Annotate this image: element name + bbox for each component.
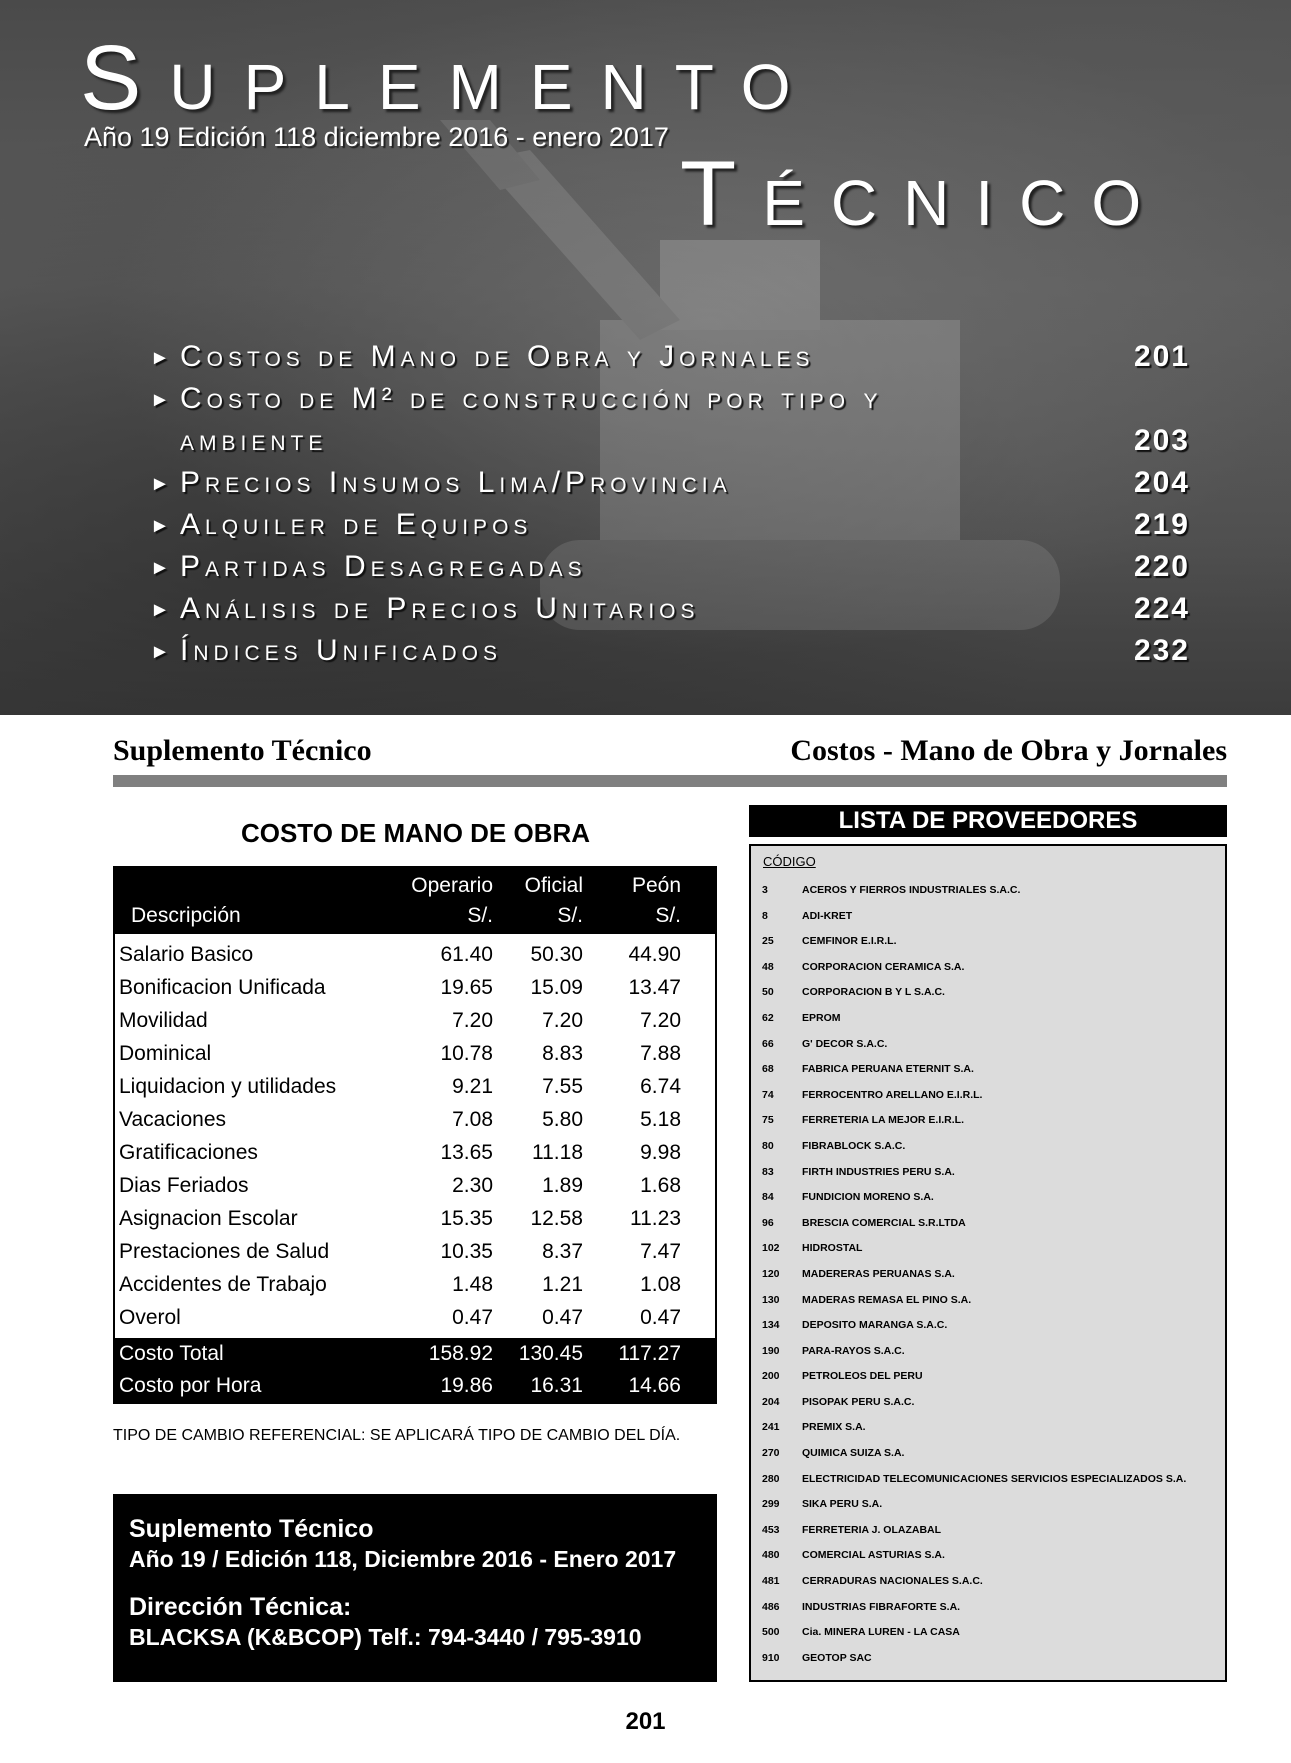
supplier-code: 96 xyxy=(762,1216,774,1229)
supplier-name: CEMFINOR E.I.R.L. xyxy=(802,935,897,948)
list-item xyxy=(751,1063,1225,1089)
toc-page: 232 xyxy=(1133,634,1190,667)
list-item xyxy=(751,1038,1225,1064)
page-number: 201 xyxy=(625,1708,666,1735)
value-operario: 19.86 xyxy=(440,1374,493,1397)
arrow-right-icon: ► xyxy=(150,641,170,663)
supplier-name: CERRADURAS NACIONALES S.A.C. xyxy=(802,1575,983,1588)
supplier-name: FIBRABLOCK S.A.C. xyxy=(802,1139,906,1152)
value-peon: 7.47 xyxy=(640,1240,681,1263)
supplier-name: ELECTRICIDAD TELECOMUNICACIONES SERVICIOS ESPECIALIZADOS S.A. xyxy=(802,1472,1187,1485)
value-oficial: 50.30 xyxy=(530,943,583,966)
list-item xyxy=(751,1012,1225,1038)
supplier-code: 75 xyxy=(762,1114,774,1127)
value-peon: 11.23 xyxy=(630,1207,681,1230)
value-oficial: 1.21 xyxy=(542,1273,583,1296)
table-totals xyxy=(115,1338,715,1402)
table-row xyxy=(115,1202,715,1235)
supplier-code: 500 xyxy=(762,1626,780,1639)
value-peon: 44.90 xyxy=(628,943,681,966)
supplier-name: GEOTOP SAC xyxy=(802,1651,872,1664)
supplier-list-title: LISTA DE PROVEEDORES xyxy=(749,805,1227,837)
value-operario: 7.08 xyxy=(452,1108,493,1131)
row-description: Prestaciones de Salud xyxy=(119,1240,330,1263)
list-item xyxy=(751,1191,1225,1217)
row-description: Asignacion Escolar xyxy=(119,1207,298,1230)
list-item xyxy=(751,1421,1225,1447)
value-oficial: 130.45 xyxy=(518,1342,583,1365)
supplier-name: PREMIX S.A. xyxy=(802,1421,866,1434)
supplier-code: 299 xyxy=(762,1498,780,1511)
value-operario: 10.78 xyxy=(440,1042,493,1065)
table-row xyxy=(115,1301,715,1334)
value-operario: 158.92 xyxy=(428,1342,493,1365)
toc-item[interactable] xyxy=(150,592,1190,634)
cover-edition: Año 19 Edición 118 diciembre 2016 - enero 2017 xyxy=(84,122,669,152)
arrow-right-icon: ► xyxy=(150,515,170,537)
value-oficial: 1.89 xyxy=(542,1174,583,1197)
supplier-name: FERRETERIA J. OLAZABAL xyxy=(802,1523,942,1536)
row-description: Dominical xyxy=(119,1042,212,1065)
value-operario: 13.65 xyxy=(440,1141,493,1164)
row-description: Salario Basico xyxy=(119,943,254,966)
value-operario: 19.65 xyxy=(440,976,493,999)
supplier-code: 66 xyxy=(762,1037,774,1050)
supplier-code: 190 xyxy=(762,1344,780,1357)
value-oficial: 11.18 xyxy=(532,1141,583,1164)
table-row xyxy=(115,1037,715,1070)
row-description: Vacaciones xyxy=(119,1108,227,1131)
list-item xyxy=(751,1370,1225,1396)
table-body xyxy=(115,934,715,1338)
value-oficial: 0.47 xyxy=(542,1306,583,1329)
row-description: Dias Feriados xyxy=(119,1174,249,1197)
list-item xyxy=(751,1319,1225,1345)
table-row xyxy=(115,1070,715,1103)
info-direction-label: Dirección Técnica: xyxy=(129,1593,352,1621)
table-row xyxy=(115,1103,715,1136)
supplier-code: 130 xyxy=(762,1293,780,1306)
list-item xyxy=(751,1114,1225,1140)
toc-label: Precios Insumos Lima/Provincia xyxy=(180,466,732,499)
supplier-code: 68 xyxy=(762,1063,774,1076)
exchange-rate-note: TIPO DE CAMBIO REFERENCIAL: SE APLICARÁ TIPO DE CAMBIO DEL DÍA. xyxy=(113,1427,681,1444)
supplier-code: 486 xyxy=(762,1600,780,1613)
supplier-code: 50 xyxy=(762,986,774,999)
list-item xyxy=(751,1473,1225,1499)
arrow-right-icon: ► xyxy=(150,473,170,495)
supplier-code: 280 xyxy=(762,1472,780,1485)
value-peon: 14.66 xyxy=(628,1374,681,1397)
supplier-name: FABRICA PERUANA ETERNIT S.A. xyxy=(802,1063,974,1076)
list-item xyxy=(751,1498,1225,1524)
supplier-name: EPROM xyxy=(802,1011,841,1024)
supplier-code: 48 xyxy=(762,960,774,973)
header-unit: S/. xyxy=(557,904,583,927)
row-description: Accidentes de Trabajo xyxy=(119,1273,327,1296)
header-description: Descripción xyxy=(131,904,241,927)
value-oficial: 8.83 xyxy=(542,1042,583,1065)
row-description: Overol xyxy=(119,1306,181,1329)
supplier-name: SIKA PERU S.A. xyxy=(802,1498,883,1511)
list-item xyxy=(751,884,1225,910)
toc-label: Alquiler de Equipos xyxy=(180,508,533,541)
toc-item[interactable] xyxy=(150,466,1190,508)
code-column-header: CÓDIGO xyxy=(763,854,816,869)
toc-page: 204 xyxy=(1133,466,1190,499)
info-contact: BLACKSA (K&BCOP) Telf.: 794-3440 / 795-3910 xyxy=(129,1624,642,1650)
row-description: Costo por Hora xyxy=(119,1374,262,1397)
labor-table-title: COSTO DE MANO DE OBRA xyxy=(240,818,591,848)
arrow-right-icon: ► xyxy=(150,347,170,369)
cover-title-bottom: Técnico xyxy=(680,143,1168,245)
value-oficial: 5.80 xyxy=(542,1108,583,1131)
supplier-name: COMERCIAL ASTURIAS S.A. xyxy=(802,1549,945,1562)
toc-label: Partidas Desagregadas xyxy=(180,550,587,583)
toc-item[interactable] xyxy=(150,550,1190,592)
supplier-name: BRESCIA COMERCIAL S.R.LTDA xyxy=(802,1216,966,1229)
list-item xyxy=(751,986,1225,1012)
value-oficial: 15.09 xyxy=(530,976,583,999)
value-oficial: 16.31 xyxy=(530,1374,583,1397)
value-peon: 9.98 xyxy=(640,1141,681,1164)
toc-item-continued[interactable] xyxy=(150,424,1190,466)
value-peon: 117.27 xyxy=(618,1342,681,1365)
supplier-code: 74 xyxy=(762,1088,774,1101)
supplier-name: FUNDICION MORENO S.A. xyxy=(802,1191,934,1204)
row-description: Movilidad xyxy=(119,1009,208,1032)
header-peon: Peón xyxy=(631,874,681,897)
value-oficial: 7.20 xyxy=(542,1009,583,1032)
table-row xyxy=(115,1136,715,1169)
header-unit: S/. xyxy=(655,904,681,927)
section-divider xyxy=(113,775,1227,787)
supplier-name: INDUSTRIAS FIBRAFORTE S.A. xyxy=(802,1600,961,1613)
value-operario: 0.47 xyxy=(452,1306,493,1329)
list-item xyxy=(751,1294,1225,1320)
toc-page: 201 xyxy=(1133,340,1190,373)
supplier-items xyxy=(751,884,1225,1677)
supplier-code: 204 xyxy=(762,1395,780,1408)
list-item xyxy=(751,1166,1225,1192)
supplier-code: 241 xyxy=(762,1421,780,1434)
list-item xyxy=(751,1626,1225,1652)
value-peon: 6.74 xyxy=(640,1075,681,1098)
supplier-code: 3 xyxy=(762,884,768,896)
value-operario: 2.30 xyxy=(452,1174,493,1197)
list-item xyxy=(751,1140,1225,1166)
value-peon: 7.88 xyxy=(640,1042,681,1065)
row-description: Bonificacion Unificada xyxy=(119,976,326,999)
list-item xyxy=(751,1396,1225,1422)
arrow-right-icon: ► xyxy=(150,389,170,411)
toc-page: 203 xyxy=(1133,424,1190,457)
header-operario: Operario xyxy=(411,874,493,897)
toc-label: Análisis de Precios Unitarios xyxy=(180,592,700,625)
list-item xyxy=(751,910,1225,936)
table-header xyxy=(115,868,715,934)
supplier-name: G' DECOR S.A.C. xyxy=(802,1037,888,1050)
supplier-code: 134 xyxy=(762,1319,780,1332)
table-row xyxy=(115,938,715,971)
value-peon: 1.68 xyxy=(640,1174,681,1197)
row-description: Liquidacion y utilidades xyxy=(119,1075,337,1098)
section-title-left: Suplemento Técnico xyxy=(113,734,372,767)
toc-label: Costos de Mano de Obra y Jornales xyxy=(180,340,815,373)
list-item xyxy=(751,935,1225,961)
list-item xyxy=(751,1524,1225,1550)
value-operario: 10.35 xyxy=(440,1240,493,1263)
supplier-code: 480 xyxy=(762,1549,780,1562)
value-operario: 7.20 xyxy=(452,1009,493,1032)
supplier-code: 910 xyxy=(762,1651,780,1664)
table-row xyxy=(115,1169,715,1202)
toc-label: Índices Unificados xyxy=(180,634,503,667)
info-edition: Año 19 / Edición 118, Diciembre 2016 - Enero 2017 xyxy=(129,1546,677,1572)
supplier-code: 25 xyxy=(762,935,774,948)
toc-item[interactable] xyxy=(150,634,1190,676)
toc-label: ambiente xyxy=(180,424,328,457)
supplier-name: FERRETERIA LA MEJOR E.I.R.L. xyxy=(802,1114,964,1127)
supplier-code: 481 xyxy=(762,1575,780,1588)
supplier-name: CORPORACION CERAMICA S.A. xyxy=(802,960,965,973)
toc-item[interactable] xyxy=(150,340,1190,382)
supplier-name: QUIMICA SUIZA S.A. xyxy=(802,1447,905,1460)
value-oficial: 7.55 xyxy=(542,1075,583,1098)
list-item xyxy=(751,1242,1225,1268)
supplier-name: CORPORACION B Y L S.A.C. xyxy=(802,986,945,999)
supplier-name: FIRTH INDUSTRIES PERU S.A. xyxy=(802,1165,955,1178)
supplier-name: ADI-KRET xyxy=(802,909,853,922)
cover-title-top: Suplemento xyxy=(80,27,819,129)
supplier-code: 83 xyxy=(762,1165,774,1178)
toc-item[interactable] xyxy=(150,508,1190,550)
value-peon: 13.47 xyxy=(628,976,681,999)
value-operario: 1.48 xyxy=(452,1273,493,1296)
cover-hero xyxy=(0,0,1291,715)
list-item xyxy=(751,1447,1225,1473)
arrow-right-icon: ► xyxy=(150,599,170,621)
toc-label: Costo de M² de construcción por tipo y xyxy=(180,382,883,415)
value-operario: 61.40 xyxy=(440,943,493,966)
list-item xyxy=(751,1268,1225,1294)
total-row xyxy=(115,1370,715,1402)
supplier-code: 270 xyxy=(762,1447,780,1460)
value-oficial: 8.37 xyxy=(542,1240,583,1263)
supplier-name: PARA-RAYOS S.A.C. xyxy=(802,1344,905,1357)
supplier-list xyxy=(749,844,1227,1682)
info-title: Suplemento Técnico xyxy=(129,1515,374,1543)
table-of-contents xyxy=(150,340,1190,676)
publication-info-box xyxy=(113,1494,717,1682)
arrow-right-icon: ► xyxy=(150,557,170,579)
table-row xyxy=(115,971,715,1004)
supplier-code: 102 xyxy=(762,1242,780,1255)
value-operario: 15.35 xyxy=(440,1207,493,1230)
table-row xyxy=(115,1235,715,1268)
table-row xyxy=(115,1004,715,1037)
row-description: Gratificaciones xyxy=(119,1141,258,1164)
list-item xyxy=(751,1575,1225,1601)
row-description: Costo Total xyxy=(119,1342,224,1365)
supplier-name: Cia. MINERA LUREN - LA CASA xyxy=(802,1626,960,1639)
toc-page: 219 xyxy=(1133,508,1190,541)
supplier-code: 453 xyxy=(762,1523,780,1536)
value-peon: 7.20 xyxy=(640,1009,681,1032)
supplier-name: FERROCENTRO ARELLANO E.I.R.L. xyxy=(802,1088,983,1101)
toc-page: 220 xyxy=(1133,550,1190,583)
supplier-code: 84 xyxy=(762,1191,774,1204)
header-unit: S/. xyxy=(467,904,493,927)
supplier-name: PISOPAK PERU S.A.C. xyxy=(802,1395,915,1408)
table-row xyxy=(115,1268,715,1301)
list-item xyxy=(751,961,1225,987)
toc-item[interactable] xyxy=(150,382,1190,424)
supplier-name: MADERAS REMASA EL PINO S.A. xyxy=(802,1293,972,1306)
value-operario: 9.21 xyxy=(452,1075,493,1098)
supplier-code: 8 xyxy=(762,909,768,922)
value-peon: 0.47 xyxy=(640,1306,681,1329)
section-title-right: Costos - Mano de Obra y Jornales xyxy=(790,734,1227,767)
total-row xyxy=(115,1338,715,1370)
supplier-code: 62 xyxy=(762,1011,774,1024)
value-peon: 5.18 xyxy=(640,1108,681,1131)
supplier-code: 120 xyxy=(762,1267,780,1280)
supplier-code: 200 xyxy=(762,1370,780,1383)
value-peon: 1.08 xyxy=(640,1273,681,1296)
list-item xyxy=(751,1089,1225,1115)
supplier-name: PETROLEOS DEL PERU xyxy=(802,1370,923,1383)
supplier-name: MADERERAS PERUANAS S.A. xyxy=(802,1267,955,1280)
list-item xyxy=(751,1652,1225,1678)
list-item xyxy=(751,1345,1225,1371)
supplier-code: 80 xyxy=(762,1139,774,1152)
supplier-name: ACEROS Y FIERROS INDUSTRIALES S.A.C. xyxy=(802,884,1021,896)
list-item xyxy=(751,1217,1225,1243)
labor-cost-table xyxy=(113,866,717,1404)
value-oficial: 12.58 xyxy=(530,1207,583,1230)
supplier-name: DEPOSITO MARANGA S.A.C. xyxy=(802,1319,948,1332)
toc-page: 224 xyxy=(1133,592,1190,625)
list-item xyxy=(751,1601,1225,1627)
list-item xyxy=(751,1549,1225,1575)
supplier-name: HIDROSTAL xyxy=(802,1242,863,1255)
header-oficial: Oficial xyxy=(524,874,583,897)
